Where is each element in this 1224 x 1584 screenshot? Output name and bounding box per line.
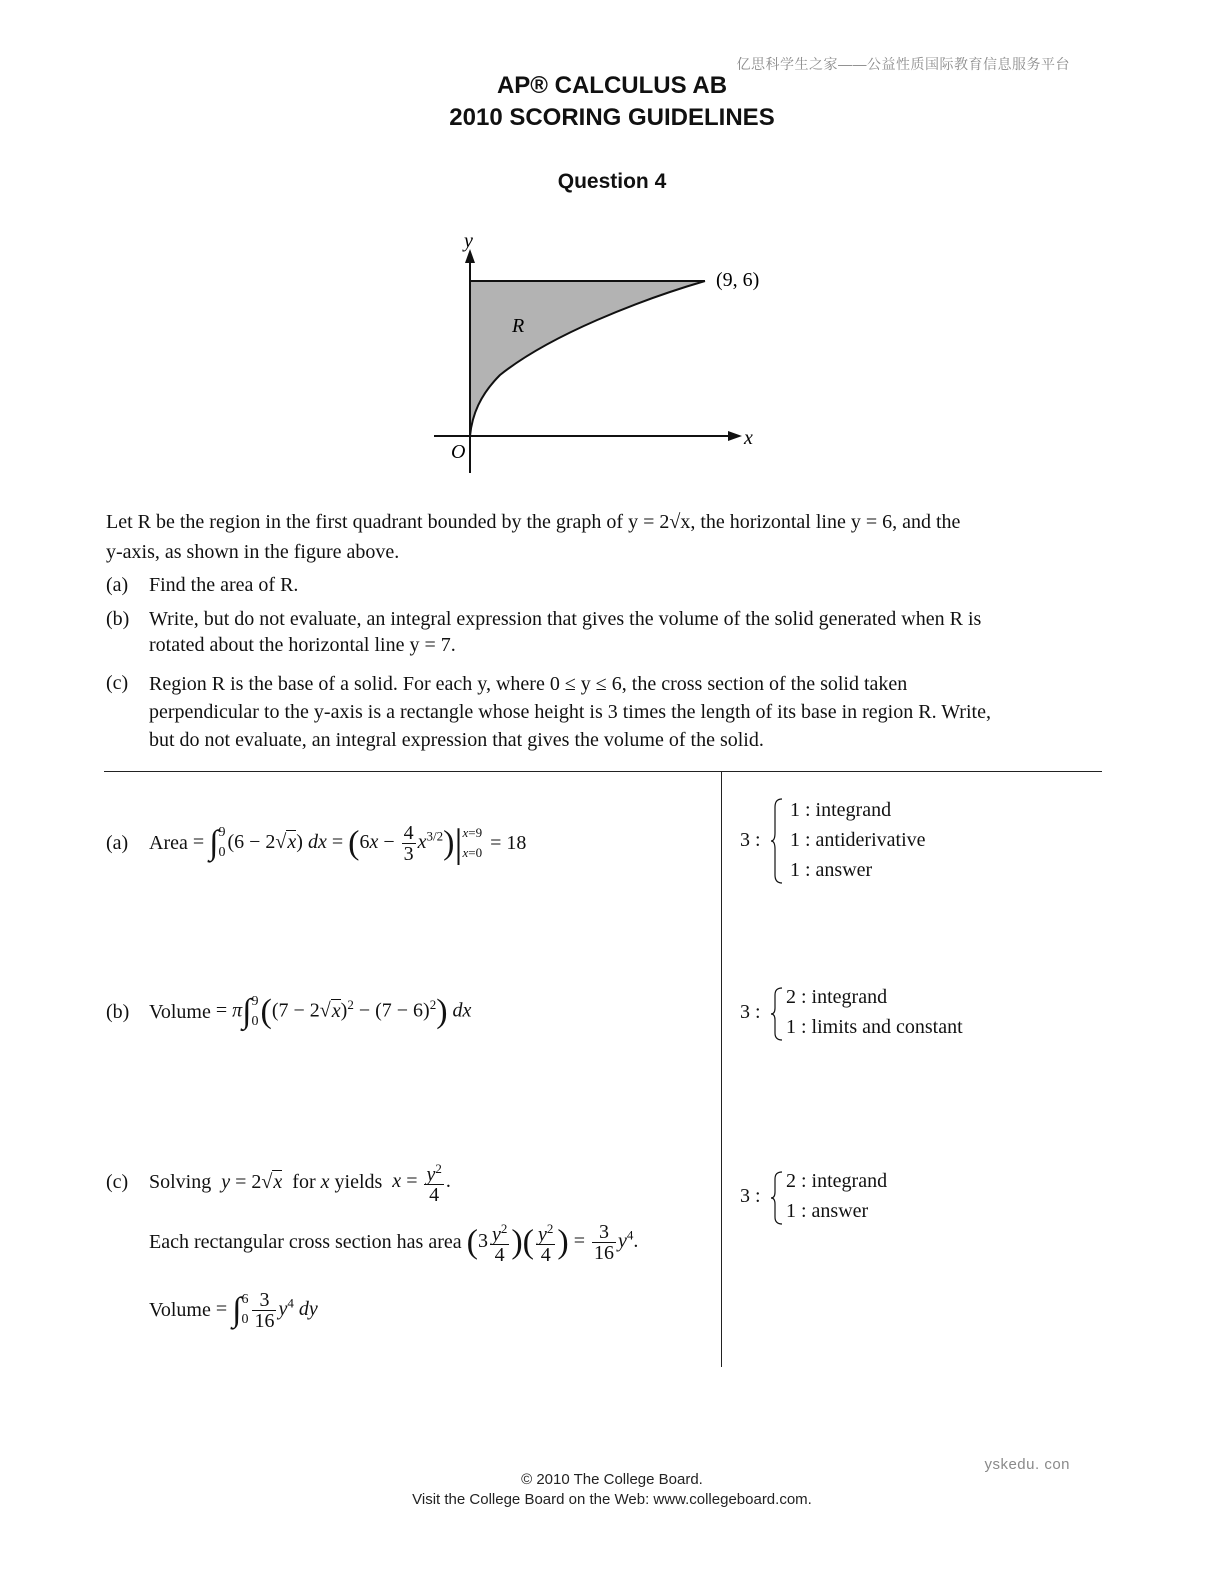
point-label: (9, 6): [716, 269, 760, 291]
part-b-label: (b): [106, 608, 130, 630]
solution-a-answer: = 18: [490, 832, 527, 854]
scoring-a-brace: [770, 797, 784, 885]
part-c-text-2: perpendicular to the y-axis is a rectangle whose height is 3 times the length of its base in region R. Write,: [149, 701, 991, 723]
prompt-part-b: [106, 606, 1086, 662]
solution-b-label: (b): [106, 1001, 130, 1023]
part-a-text: Find the area of R.: [149, 574, 299, 596]
scoring-a-item-1: 1 : integrand: [790, 799, 892, 821]
prompt-intro-line-1: Let R be the region in the first quadrant bounded by the graph of y = 2√x, the horizontal line y = 6, and the: [106, 511, 961, 533]
solution-a-label: (a): [106, 832, 129, 854]
table-top-rule: [104, 771, 1102, 772]
solution-c-volume-word: Volume: [149, 1299, 211, 1321]
solution-c-label: (c): [106, 1171, 129, 1193]
page-title: [0, 72, 1224, 100]
solution-b: [106, 980, 716, 1044]
scoring-b: [740, 982, 1080, 1044]
x-axis-label: x: [744, 427, 753, 449]
watermark-top: 亿思科学生之家——公益性质国际教育信息服务平台: [736, 56, 1070, 72]
scoring-b-total: 3 :: [740, 1001, 761, 1023]
scoring-c-item-2: 1 : answer: [786, 1200, 869, 1222]
page-subtitle: 2010 SCORING GUIDELINES: [449, 104, 775, 131]
part-b-text-1: Write, but do not evaluate, an integral expression that gives the volume of the solid generated when R is: [149, 608, 982, 630]
x-axis-arrow: [728, 431, 742, 441]
scoring-c-item-1: 2 : integrand: [786, 1170, 888, 1192]
part-b-text-2: rotated about the horizontal line y = 7.: [149, 634, 456, 656]
prompt-intro: [106, 507, 1086, 567]
scoring-b-brace: [770, 986, 784, 1042]
scoring-a-item-3: 1 : answer: [790, 859, 873, 881]
part-c-text-3: but do not evaluate, an integral expression that gives the volume of the solid.: [149, 729, 764, 751]
scoring-a-total: 3 :: [740, 829, 761, 851]
watermark-bottom: yskedu. con: [984, 1456, 1070, 1473]
solution-b-word: Volume: [149, 1001, 211, 1023]
scoring-c-total: 3 :: [740, 1185, 761, 1207]
part-c-text-1: Region R is the base of a solid. For each y, where 0 ≤ y ≤ 6, the cross section of the solid taken: [149, 673, 908, 695]
solution-c-volume-expression: = ∫ 6 0 $\frac{3}{16}$ $y^4$ dy: [210, 1288, 318, 1332]
solution-c-area-expression: (3 $\frac{y^2}{4}$ )( $\frac{y^2}{4}$ ) = $\frac{3}{16}$ $y^4$.: [466, 1220, 639, 1267]
scoring-b-item-1: 2 : integrand: [786, 986, 888, 1008]
prompt-part-a: [106, 572, 1086, 602]
region-figure: [420, 225, 780, 480]
solution-a-expression: = ∫ 9 0 (6 − 2√x) dx = (6x − $\frac{4}{3}$ $x^{3/2})|$ x=9 x=0: [187, 820, 483, 865]
region-r-shape: [470, 281, 705, 436]
solution-c-line-1: (c) Solving y = 2√x for x yields x = $\frac{y^2}{4}$ .: [106, 1160, 451, 1207]
prompt-intro-line-2: y-axis, as shown in the figure above.: [106, 541, 400, 563]
origin-label: O: [451, 441, 466, 463]
solution-a: [106, 808, 716, 878]
solution-c-cross-section-text: Each rectangular cross section has area: [149, 1231, 462, 1253]
solution-c-for: for: [292, 1171, 316, 1193]
table-divider: [721, 772, 722, 1367]
scoring-b-item-2: 1 : limits and constant: [786, 1016, 963, 1038]
solution-c-line-2: [149, 1212, 719, 1272]
region-label: R: [512, 315, 525, 337]
solution-c-equation-1: y = 2√x: [221, 1171, 283, 1193]
scoring-c-brace: [770, 1170, 784, 1226]
scoring-c: [740, 1166, 1080, 1228]
solution-c-solving: Solving: [149, 1171, 212, 1193]
question-title: Question 4: [557, 170, 667, 193]
solution-a-word: Area: [149, 832, 188, 854]
solution-c-equation-2: x = $\frac{y^2}{4}$ .: [392, 1160, 451, 1207]
footer-copyright: © 2010 The College Board.: [521, 1471, 703, 1488]
scoring-a: [740, 795, 1080, 887]
scoring-a-item-2: 1 : antiderivative: [790, 829, 926, 851]
part-a-label: (a): [106, 574, 129, 596]
solution-c-yields: yields: [334, 1171, 383, 1193]
solution-b-expression: = π∫ 9 0 $((7 - 2√x)^2 - (7 - 6)^2)$ dx: [210, 993, 472, 1031]
solution-c-line-3: [149, 1280, 649, 1340]
title-line-1: AP® CALCULUS AB: [496, 72, 728, 99]
y-axis-label: y: [464, 230, 473, 252]
prompt-part-c: [106, 670, 1086, 754]
footer-website: Visit the College Board on the Web: www.collegeboard.com.: [412, 1491, 812, 1508]
part-c-label: (c): [106, 672, 129, 694]
